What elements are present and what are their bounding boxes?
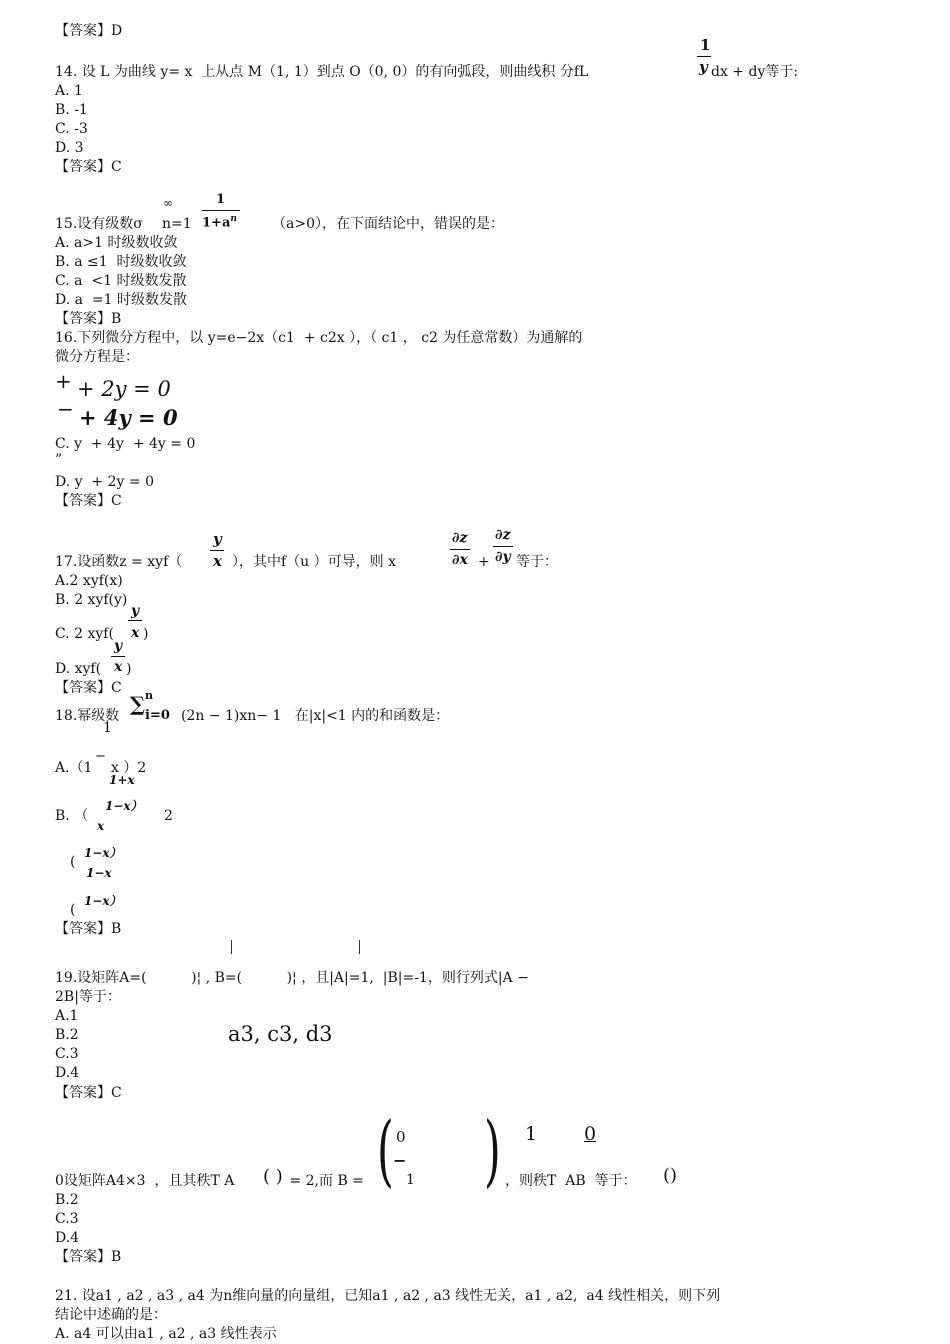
q14-frac-den: y — [699, 58, 708, 76]
q20-rank-paren: ( ) — [263, 1166, 283, 1187]
question-14-tail: dx + dy等于: — [711, 64, 799, 80]
q14-frac-bar — [697, 56, 711, 57]
q18-c-paren: ( — [70, 854, 76, 870]
question-15-sum-index: n=1 — [162, 216, 192, 232]
q17-c-frac-bar — [128, 620, 142, 621]
q17-d-frac-bar — [111, 656, 125, 657]
question-15-tail: （a>0），在下面结论中，错误的是： — [272, 216, 504, 232]
q18-d-paren: ( — [70, 902, 76, 918]
q18-lower-index: i=0 — [145, 708, 170, 723]
q20-matrix-left-paren: ( — [377, 1106, 394, 1196]
q18-d-num: 1−x） — [84, 894, 122, 908]
q20-floating-one: 1 — [525, 1123, 538, 1145]
question-20: 0设矩阵A4×3 ，且其秩T A — [55, 1173, 235, 1189]
question-19-line2: 2B|等于： — [55, 989, 121, 1005]
q17-option-d: D. xyf( — [55, 661, 102, 677]
question-21-line2: 结论中述确的是： — [55, 1307, 167, 1323]
q19-floating-vectors: a3, c3, d3 — [228, 1022, 333, 1046]
q19-matrix-a-bar — [231, 940, 232, 954]
q17-frac-bar — [210, 550, 224, 551]
q16-minus-sign: − — [57, 397, 74, 421]
q15-infinity: ∞ — [163, 196, 173, 210]
question-17-mid: ），其中f（u ）可导，则 x — [232, 554, 396, 570]
q15-option-a: A. a>1 时级数收敛 — [55, 235, 178, 251]
q17-frac-y: y — [213, 530, 222, 548]
answer-15: 【答案】B — [55, 311, 122, 327]
q14-option-b: B. -1 — [55, 102, 88, 118]
q16-option-b-eq: + 4y = 0 — [79, 405, 178, 430]
q16-option-d: D. y + 2y = 0 — [55, 474, 154, 490]
q16-quote-mark: ” — [55, 452, 63, 468]
question-20-mid: = 2,而 B = — [285, 1173, 369, 1189]
q17-dx: ∂x — [452, 552, 468, 568]
q19-option-b: B.2 — [55, 1027, 79, 1043]
q14-option-d: D. 3 — [55, 140, 84, 156]
answer-18: 【答案】B — [55, 921, 122, 937]
answer-14: 【答案】C — [55, 159, 122, 175]
question-17-plus: + — [478, 554, 490, 570]
q18-option-a: A.（1 — [55, 760, 93, 776]
q18-b-num: 1−x） — [105, 799, 143, 813]
q17-d-close: ) — [126, 661, 132, 677]
q18-a-dash: − — [95, 749, 106, 764]
q20-option-c: C.3 — [55, 1211, 79, 1227]
question-18-head: 18.幂级数 — [55, 708, 120, 724]
q18-sigma: ∑ — [130, 692, 146, 716]
q18-upper-n: n — [145, 689, 153, 702]
q14-option-c: C. -3 — [55, 121, 88, 137]
q15-option-c: C. a <1 时级数发散 — [55, 273, 187, 289]
q17-dz-2: ∂z — [495, 527, 511, 543]
q17-c-frac-x: x — [131, 625, 140, 641]
q20-option-b: B.2 — [55, 1192, 79, 1208]
q16-option-c: C. y + 4y + 4y = 0 — [55, 436, 196, 452]
q15-frac-bar — [202, 210, 240, 211]
answer-16: 【答案】C — [55, 493, 122, 509]
q19-option-a: A.1 — [55, 1008, 79, 1024]
q19-option-c: C.3 — [55, 1046, 79, 1062]
question-14: 14. 设 L 为曲线 y= x 上从点 M（1, 1）到点 O（0, 0）的有向弧段，则曲线积 分fL — [55, 64, 589, 80]
q17-frac-bar-3 — [493, 546, 513, 547]
q18-one: 1 — [103, 720, 112, 736]
question-16-line2: 微分方程是： — [55, 349, 139, 365]
question-19: 19.设矩阵A=( )¦ , B=( )¦ ，且|A|=1, |B|=-1，则行列式|A − — [55, 970, 529, 986]
q20-matrix-right-paren: ) — [484, 1106, 501, 1196]
question-17-head: 17.设函数z = xyf（ — [55, 554, 183, 570]
q18-option-b: B. （ — [55, 808, 89, 824]
q17-frac-x: x — [213, 552, 222, 570]
q21-option-a: A. a4 可以由a1 , a2 , a3 线性表示 — [55, 1326, 277, 1342]
q17-option-a: A.2 xyf(x) — [55, 573, 123, 589]
q15-frac-den: $1+a^n$ — [202, 214, 237, 231]
q17-option-b: B. 2 xyf(y) — [55, 592, 128, 608]
question-15-head: 15.设有级数σ — [55, 216, 143, 232]
q16-option-a-eq: + 2y = 0 — [77, 377, 171, 401]
q18-option-a-tail: x ）2 — [111, 760, 147, 776]
question-21: 21. 设a1 , a2 , a3 , a4 为n维向量的向量组，已知a1 , a2 , a3 线性无关，a1 , a2, a4 线性相关，则下列 — [55, 1288, 721, 1304]
q20-end-paren: () — [663, 1165, 678, 1186]
q19-option-d: D.4 — [55, 1065, 80, 1081]
q17-c-frac-y: y — [131, 603, 140, 619]
q14-frac-num: 1 — [700, 36, 711, 54]
q20-option-d: D.4 — [55, 1230, 80, 1246]
q18-a-den: 1+x — [109, 773, 135, 787]
q19-matrix-b-bar — [359, 940, 360, 954]
q15-option-d: D. a =1 时级数发散 — [55, 292, 187, 308]
q14-option-a: A. 1 — [55, 83, 83, 99]
q15-frac-num: 1 — [216, 192, 226, 207]
q20-matrix-entry-1: 1 — [406, 1172, 415, 1188]
question-16: 16.下列微分方程中，以 y=e−2x（c1 + c2x ），（ c1 ， c2 为任意常数）为通解的 — [55, 330, 583, 346]
answer-20: 【答案】B — [55, 1249, 122, 1265]
question-17-tail: 等于： — [516, 554, 558, 570]
answer-13: 【答案】D — [55, 23, 123, 39]
q20-matrix-entry-0: 0 — [396, 1128, 406, 1146]
q17-frac-bar-2 — [450, 549, 470, 550]
q20-floating-zero: 0 — [584, 1123, 597, 1145]
q18-c-den: 1−x — [86, 866, 112, 880]
answer-17: 【答案】C — [55, 680, 122, 696]
q17-d-frac-y: y — [114, 638, 123, 654]
q17-c-close: ) — [143, 626, 149, 642]
q17-dy: ∂y — [495, 549, 511, 565]
question-20-tail: ，则秩T AB 等于： — [505, 1173, 637, 1189]
q17-option-c: C. 2 xyf( — [55, 626, 114, 642]
q18-b-den: x — [97, 819, 105, 833]
q17-d-frac-x: x — [114, 659, 123, 675]
q18-c-num: 1−x） — [84, 846, 122, 860]
q16-plus-sign: + — [55, 369, 72, 393]
q18-option-b-exp: 2 — [164, 808, 173, 824]
q20-matrix-entry-dash: − — [393, 1151, 407, 1170]
q17-dz-1: ∂z — [452, 530, 468, 546]
answer-19: 【答案】C — [55, 1085, 122, 1101]
q15-option-b: B. a ≤1 时级数收敛 — [55, 254, 187, 270]
question-18-tail: (2n − 1)xn− 1 在|x|<1 内的和函数是： — [181, 708, 450, 724]
